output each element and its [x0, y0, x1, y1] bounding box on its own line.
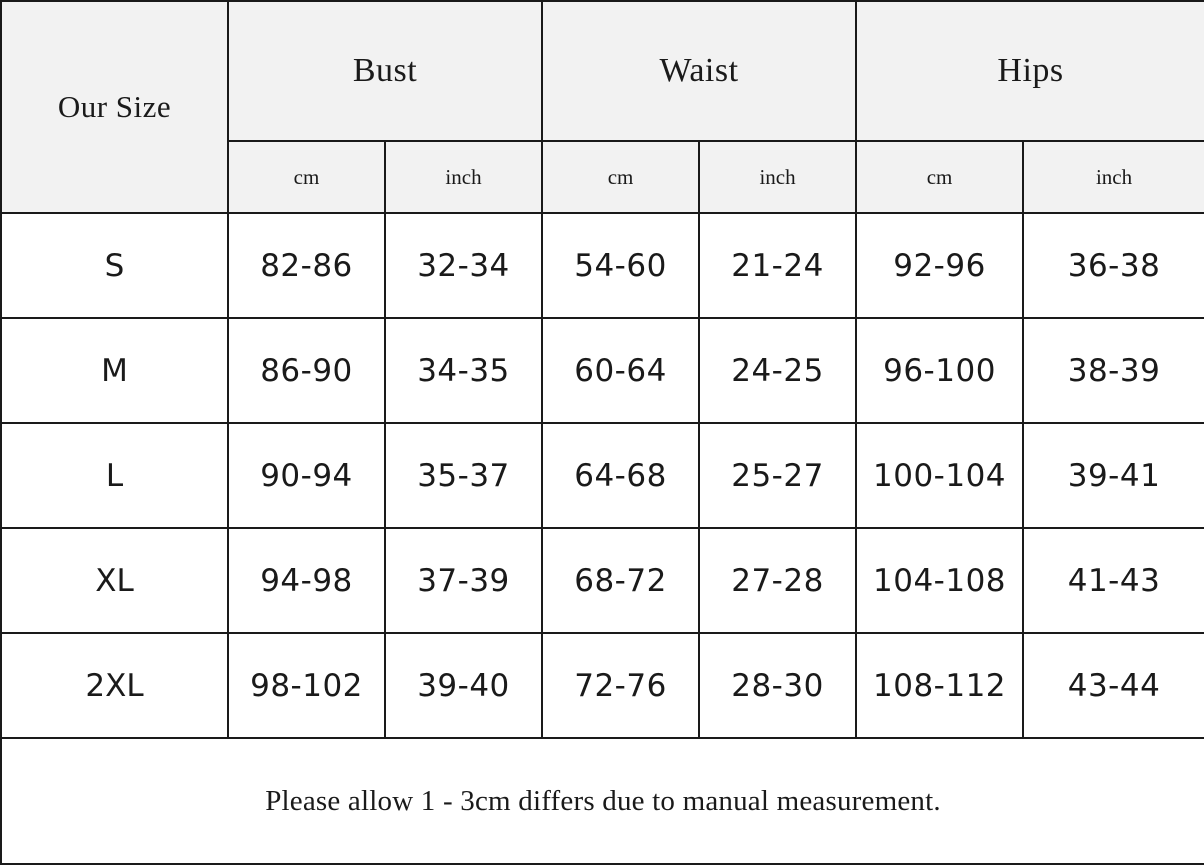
cell-waist-cm: 72-76	[542, 633, 699, 738]
cell-waist-cm: 64-68	[542, 423, 699, 528]
cell-waist-inch: 21-24	[699, 213, 856, 318]
header-unit-hips-inch: inch	[1023, 141, 1204, 213]
header-unit-bust-cm: cm	[228, 141, 385, 213]
footnote-row	[1, 738, 1204, 864]
cell-bust-inch: 34-35	[385, 318, 542, 423]
header-our-size: Our Size	[1, 1, 228, 213]
table-row	[1, 213, 1204, 318]
cell-hips-cm: 104-108	[856, 528, 1023, 633]
header-unit-waist-inch: inch	[699, 141, 856, 213]
cell-waist-inch: 24-25	[699, 318, 856, 423]
header-group-row	[1, 1, 1204, 141]
cell-hips-inch: 36-38	[1023, 213, 1204, 318]
cell-waist-inch: 28-30	[699, 633, 856, 738]
cell-waist-cm: 60-64	[542, 318, 699, 423]
row-size-label: 2XL	[1, 633, 228, 738]
cell-waist-cm: 68-72	[542, 528, 699, 633]
table-row	[1, 633, 1204, 738]
cell-bust-cm: 98-102	[228, 633, 385, 738]
cell-bust-cm: 90-94	[228, 423, 385, 528]
cell-bust-inch: 35-37	[385, 423, 542, 528]
table-row	[1, 528, 1204, 633]
cell-hips-cm: 100-104	[856, 423, 1023, 528]
cell-hips-inch: 38-39	[1023, 318, 1204, 423]
row-size-label: S	[1, 213, 228, 318]
cell-bust-cm: 86-90	[228, 318, 385, 423]
cell-hips-inch: 43-44	[1023, 633, 1204, 738]
cell-bust-cm: 94-98	[228, 528, 385, 633]
table-row	[1, 423, 1204, 528]
cell-hips-cm: 92-96	[856, 213, 1023, 318]
cell-bust-inch: 37-39	[385, 528, 542, 633]
header-unit-bust-inch: inch	[385, 141, 542, 213]
header-group-hips: Hips	[856, 1, 1204, 141]
table-row	[1, 318, 1204, 423]
cell-hips-inch: 41-43	[1023, 528, 1204, 633]
header-group-bust: Bust	[228, 1, 542, 141]
row-size-label: L	[1, 423, 228, 528]
cell-bust-inch: 32-34	[385, 213, 542, 318]
cell-waist-cm: 54-60	[542, 213, 699, 318]
cell-waist-inch: 27-28	[699, 528, 856, 633]
header-group-waist: Waist	[542, 1, 856, 141]
row-size-label: XL	[1, 528, 228, 633]
header-unit-waist-cm: cm	[542, 141, 699, 213]
header-unit-hips-cm: cm	[856, 141, 1023, 213]
cell-waist-inch: 25-27	[699, 423, 856, 528]
cell-bust-cm: 82-86	[228, 213, 385, 318]
cell-bust-inch: 39-40	[385, 633, 542, 738]
row-size-label: M	[1, 318, 228, 423]
measurement-note: Please allow 1 - 3cm differs due to manual measurement.	[1, 738, 1204, 864]
cell-hips-inch: 39-41	[1023, 423, 1204, 528]
cell-hips-cm: 96-100	[856, 318, 1023, 423]
cell-hips-cm: 108-112	[856, 633, 1023, 738]
